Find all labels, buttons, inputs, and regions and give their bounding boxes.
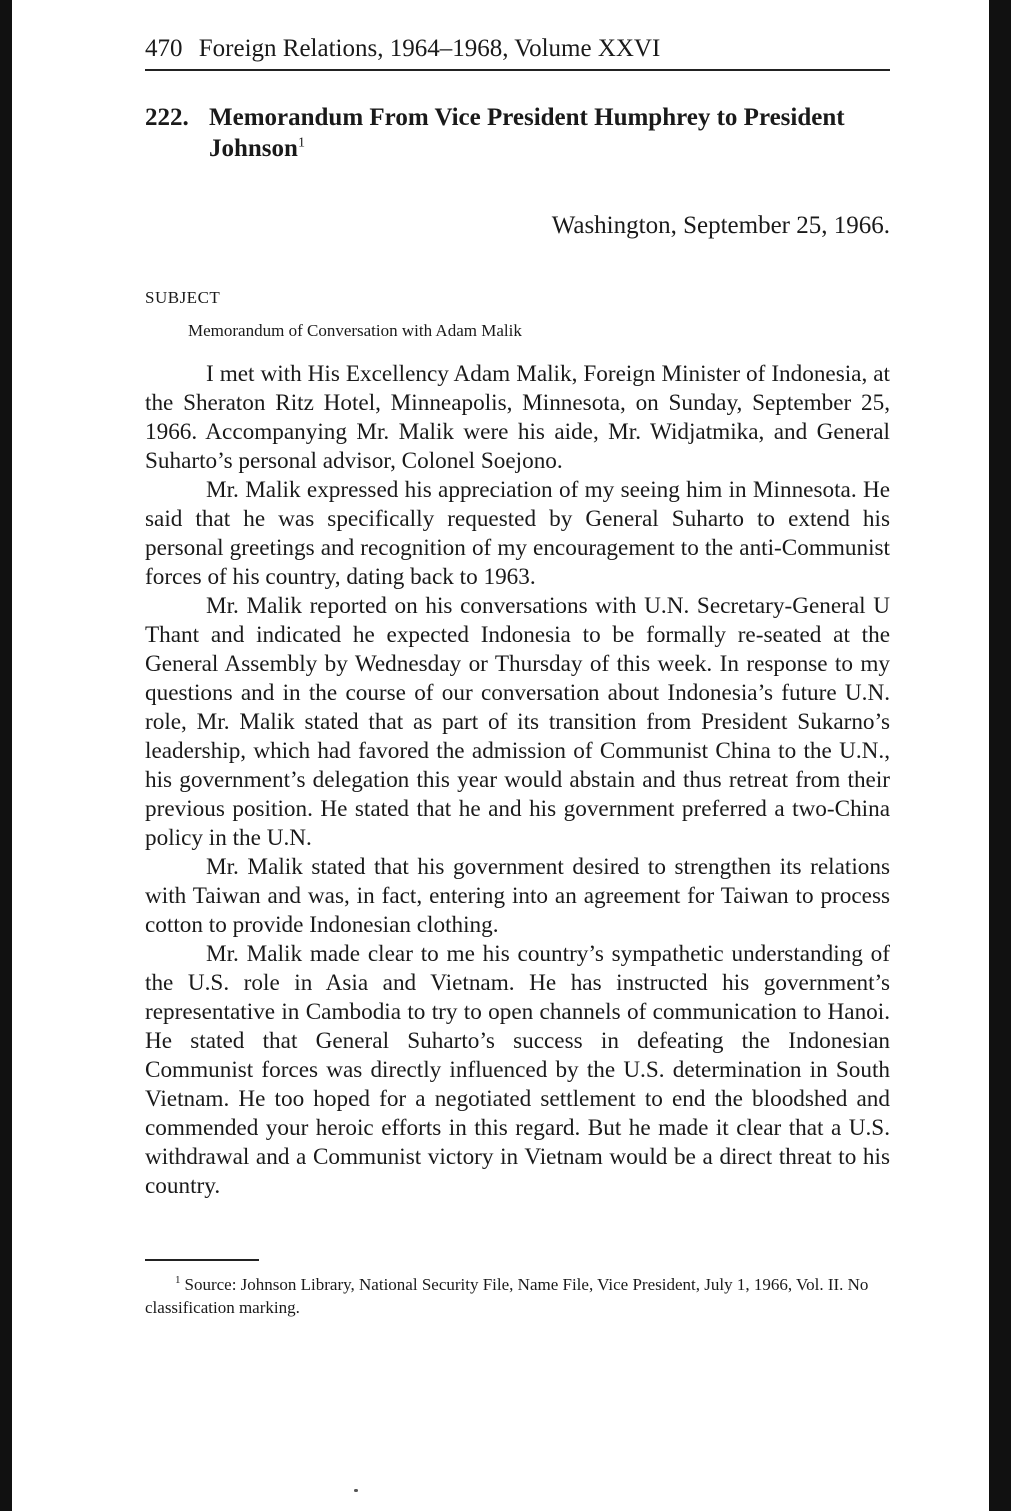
page-number: 470 [145,35,183,62]
footnote-reference: 1 [297,135,305,151]
document-heading [145,102,890,164]
document-title-wrap [209,102,890,164]
document-number: 222. [145,104,189,131]
dateline: Washington, September 25, 1966. [551,212,890,239]
paragraph: Mr. Malik made clear to me his country’s sympathetic understanding of the U.S. role in Asia and Vietnam. He has instructed his government’s representative in Cambodia to try to open channels of communication to Hanoi. He stated that General Suharto’s success in defeating the Indonesian Communist forces was directly influenced by the U.S. determination in South Vietnam. He too hoped for a negotiated settlement to end the bloodshed and commended your heroic efforts in this regard. But he made it clear that a U.S. withdrawal and a Communist victory in Vietnam would be a direct threat to his country. [145,941,890,1199]
paragraph: Mr. Malik expressed his appreciation of my seeing him in Minnesota. He said that he was specifically requested by General Suharto to extend his personal greetings and recognition of my encouragement to the anti-Communist forces of his country, dating back to 1963. [145,477,890,590]
document-page [145,34,890,1319]
footnote-text: Source: Johnson Library, National Security File, Name File, Vice President, July 1, 1966, Vol. II. No classification marking. [145,1275,869,1317]
body-text [145,360,890,1201]
paragraph: Mr. Malik reported on his conversations with U.N. Secretary-General U Thant and indicated he expected Indonesia to be formally re-seated at the General Assembly by Wednesday or Thursday of this week. In response to my questions and in the course of our conversation about Indonesia’s future U.N. role, Mr. Malik stated that as part of its transition from President Sukarno’s leadership, which had favored the admission of Communist China to the U.N., his government’s delegation this year would abstain and thus retreat from their previous position. He stated that he and his government preferred a two-China policy in the U.N. [145,593,890,851]
scan-speck [354,1489,358,1492]
footnote-marker: 1 [175,1274,181,1287]
subject-text: Memorandum of Conversation with Adam Malik [188,321,522,340]
footnote [145,1273,890,1319]
paragraph: I met with His Excellency Adam Malik, Foreign Minister of Indonesia, at the Sheraton Ritz Hotel, Minneapolis, Minnesota, on Sunday, September 25, 1966. Accompanying Mr. Malik were his aide, Mr. Widjatmika, and General Suharto’s personal advisor, Colonel Soejono. [145,361,890,474]
footnote-divider [145,1259,259,1261]
volume-title: Foreign Relations, 1964–1968, Volume XXVI [198,35,661,62]
scan-edge-right [989,0,1011,1511]
running-head [145,34,890,71]
subject-label: SUBJECT [145,288,221,307]
document-title: Memorandum From Vice President Humphrey to President Johnson [209,104,845,162]
paragraph: Mr. Malik stated that his government desired to strengthen its relations with Taiwan and was, in fact, entering into an agreement for Taiwan to process cotton to provide Indonesian clothing. [145,854,890,938]
scan-edge-left [0,0,12,1511]
